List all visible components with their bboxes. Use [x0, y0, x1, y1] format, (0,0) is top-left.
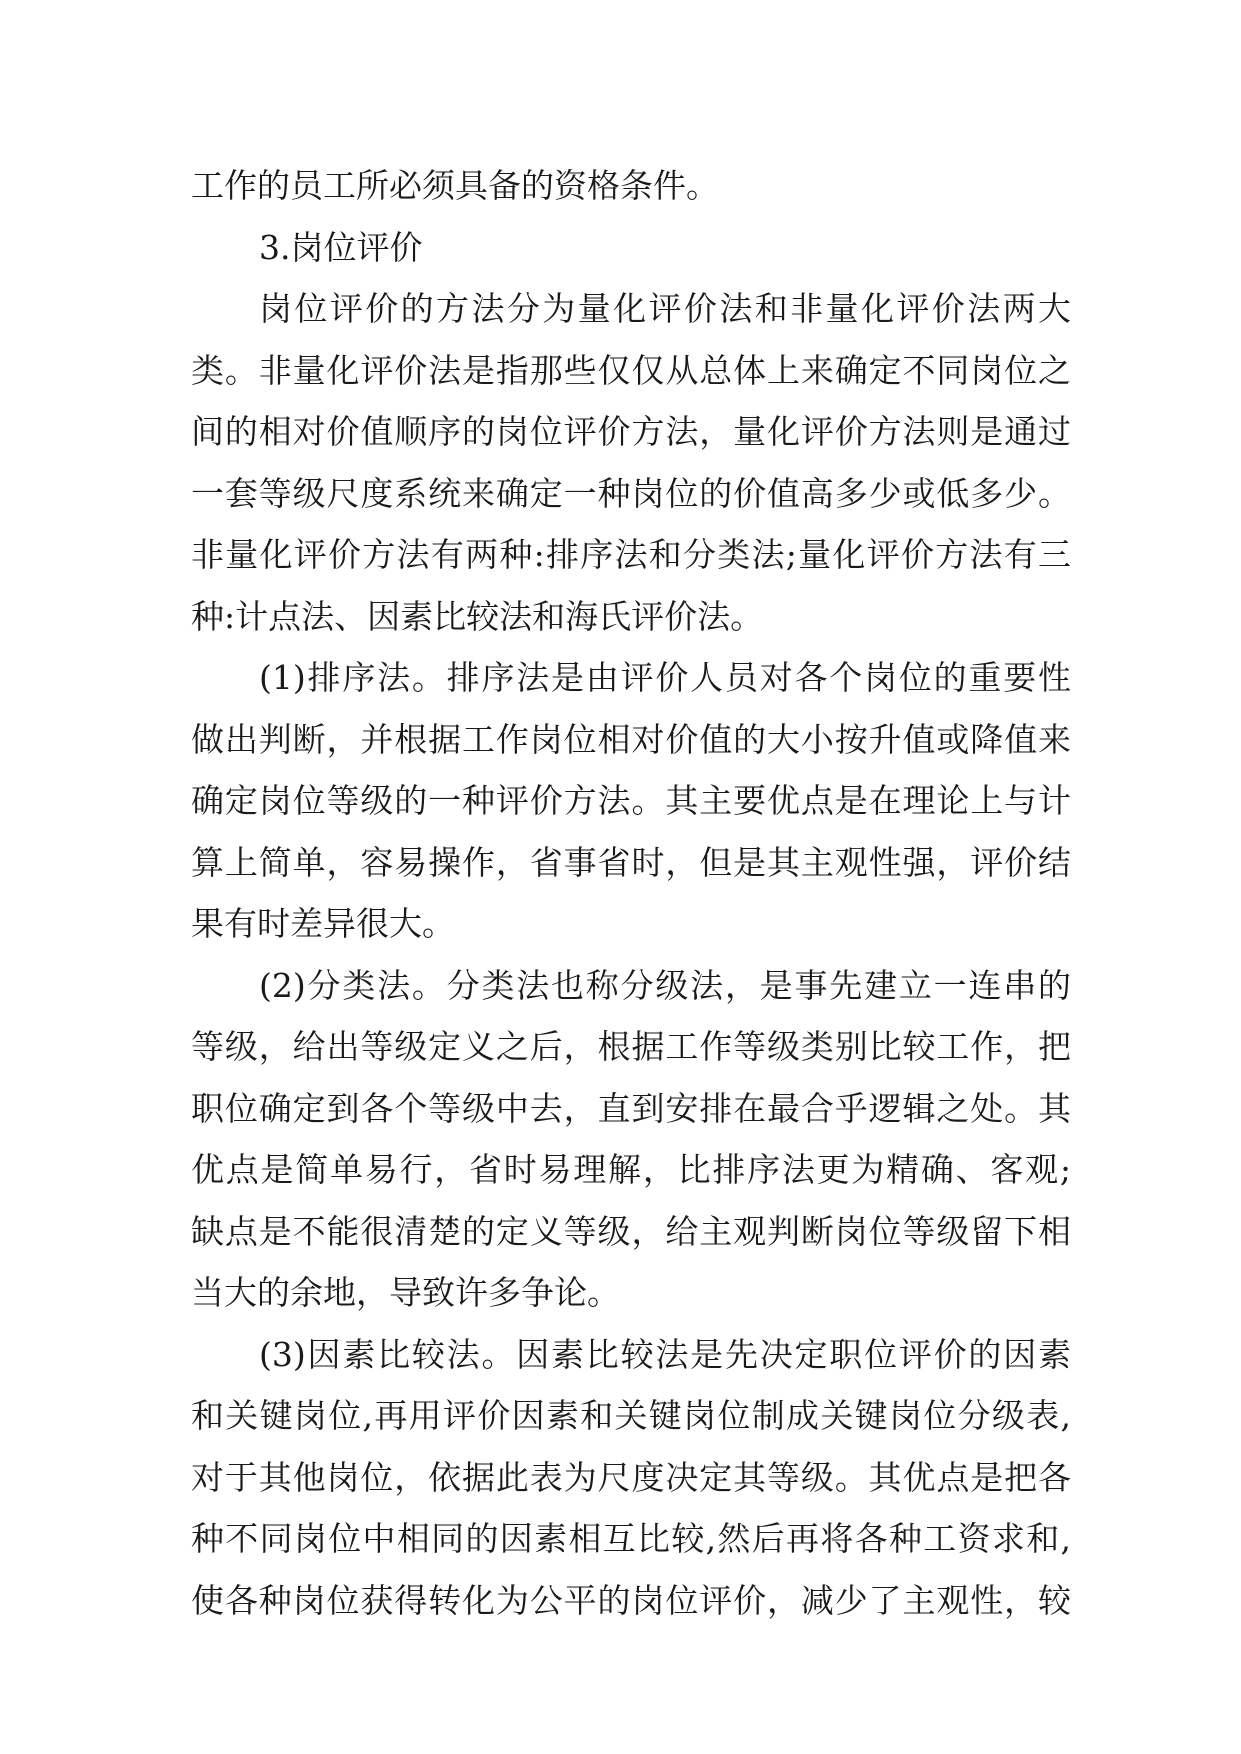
- text-line: 和关键岗位,再用评价因素和关键岗位制成关键岗位分级表,: [191, 1396, 1071, 1435]
- text-line: 类。非量化评价法是指那些仅仅从总体上来确定不同岗位之: [191, 350, 1071, 390]
- text-line: 非量化评价方法有两种:排序法和分类法;量化评价方法有三: [191, 535, 1071, 574]
- text-line: 岗位评价的方法分为量化评价法和非量化评价法两大: [259, 289, 1071, 328]
- text-line: 种不同岗位中相同的因素相互比较,然后再将各种工资求和,: [191, 1519, 1071, 1558]
- text-line: 缺点是不能很清楚的定义等级，给主观判断岗位等级留下相: [191, 1211, 1071, 1251]
- text-line: (3)因素比较法。因素比较法是先决定职位评价的因素: [259, 1334, 1071, 1374]
- text-line: (2)分类法。分类法也称分级法，是事先建立一连串的: [259, 965, 1071, 1005]
- text-line: 确定岗位等级的一种评价方法。其主要优点是在理论上与计: [191, 781, 1071, 820]
- text-line: 优点是简单易行，省时易理解，比排序法更为精确、客观;: [191, 1150, 1071, 1189]
- text-line: 算上简单，容易操作，省事省时，但是其主观性强，评价结: [191, 842, 1071, 882]
- text-line: (1)排序法。排序法是由评价人员对各个岗位的重要性: [259, 658, 1071, 697]
- text-line: 当大的余地，导致许多争论。: [191, 1273, 620, 1312]
- text-line: 3.岗位评价: [259, 227, 423, 267]
- text-line: 等级，给出等级定义之后，根据工作等级类别比较工作，把: [191, 1027, 1071, 1066]
- text-line: 工作的员工所必须具备的资格条件。: [191, 166, 719, 205]
- text-line: 使各种岗位获得转化为公平的岗位评价，减少了主观性，较: [191, 1580, 1071, 1620]
- text-line: 职位确定到各个等级中去，直到安排在最合乎逻辑之处。其: [191, 1088, 1071, 1128]
- text-line: 对于其他岗位，依据此表为尺度决定其等级。其优点是把各: [191, 1457, 1071, 1497]
- text-line: 做出判断，并根据工作岗位相对价值的大小按升值或降值来: [191, 719, 1071, 759]
- text-line: 种:计点法、因素比较法和海氏评价法。: [191, 596, 764, 636]
- text-line: 间的相对价值顺序的岗位评价方法，量化评价方法则是通过: [191, 412, 1071, 451]
- text-line: 果有时差异很大。: [191, 904, 455, 943]
- text-line: 一套等级尺度系统来确定一种岗位的价值高多少或低多少。: [191, 473, 1071, 513]
- document-body: [191, 155, 1071, 1631]
